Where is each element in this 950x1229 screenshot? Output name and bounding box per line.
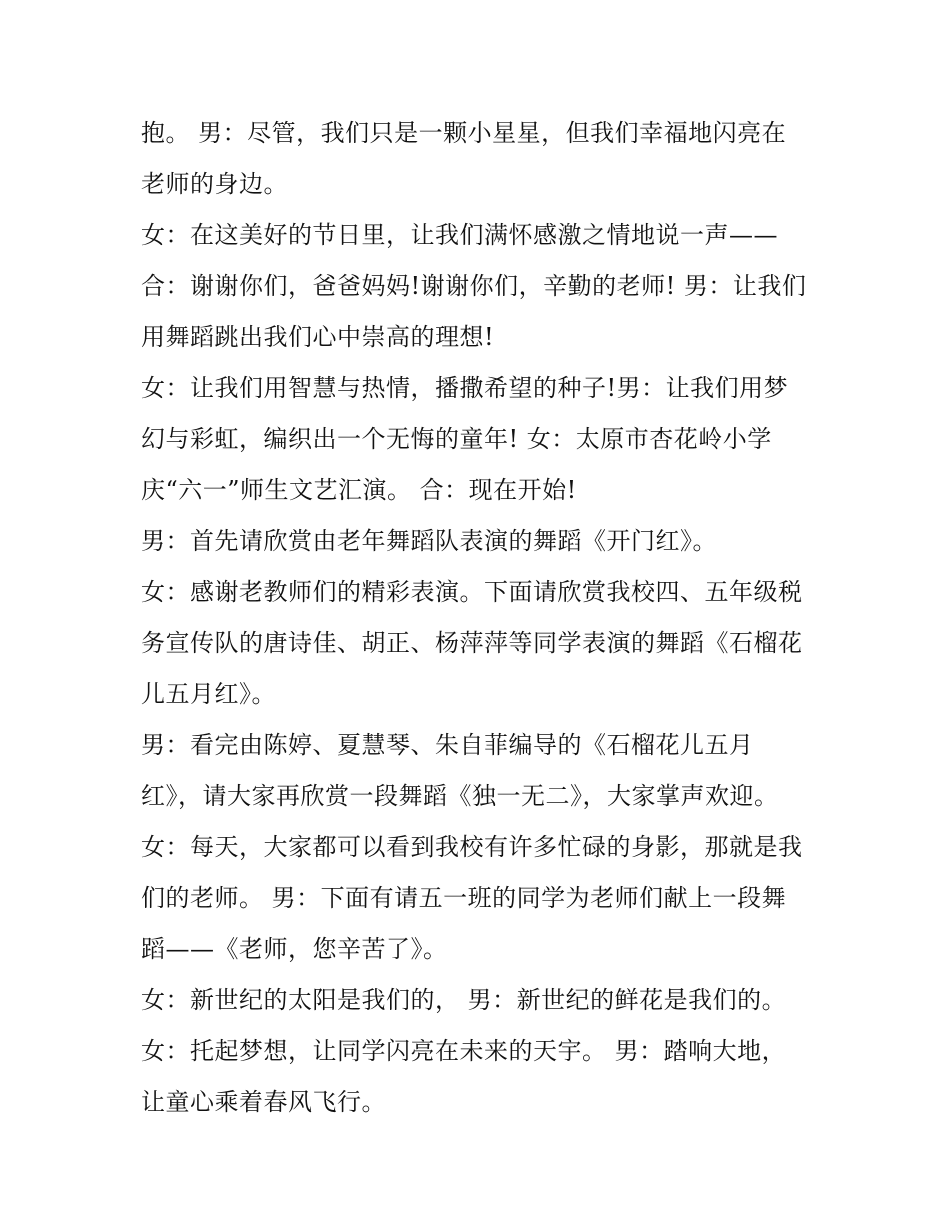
- text-line: 女：新世纪的太阳是我们的， 男：新世纪的鲜花是我们的。: [141, 986, 787, 1014]
- text-line: 女：每天，大家都可以看到我校有许多忙碌的身影，那就是我: [141, 833, 803, 861]
- text-line: 蹈——《老师，您辛苦了》。: [141, 935, 448, 963]
- text-line: 务宣传队的唐诗佳、胡正、杨萍萍等同学表演的舞蹈《石榴花: [141, 629, 803, 657]
- text-line: 儿五月红》。: [141, 680, 276, 708]
- text-line: 女：在这美好的节日里，让我们满怀感激之情地说一声——: [141, 221, 778, 249]
- text-line: 们的老师。 男：下面有请五一班的同学为老师们献上一段舞: [141, 884, 787, 912]
- text-line: 男：首先请欣赏由老年舞蹈队表演的舞蹈《开门红》。: [141, 527, 717, 555]
- text-line: 女：感谢老教师们的精彩表演。下面请欣赏我校四、五年级税: [141, 578, 803, 606]
- text-line: 抱。 男：尽管，我们只是一颗小星星，但我们幸福地闪亮在: [141, 119, 787, 147]
- text-line: 男：看完由陈婷、夏慧琴、朱自菲编导的《石榴花儿五月: [141, 731, 754, 759]
- text-line: 女：让我们用智慧与热情，播撒希望的种子!男：让我们用梦: [141, 374, 789, 402]
- text-line: 红》，请大家再欣赏一段舞蹈《独一无二》，大家掌声欢迎。: [141, 782, 779, 810]
- text-line: 女：托起梦想，让同学闪亮在未来的天宇。 男：踏响大地，: [141, 1037, 787, 1065]
- text-line: 合：谢谢你们，爸爸妈妈!谢谢你们，辛勤的老师! 男：让我们: [141, 272, 807, 300]
- text-line: 老师的身边。: [141, 170, 288, 198]
- text-line: 让童心乘着春风飞行。: [141, 1088, 386, 1116]
- text-line: 庆“六一”师生文艺汇演。 合：现在开始!: [141, 476, 577, 504]
- document-body: [141, 108, 831, 1128]
- text-line: 用舞蹈跳出我们心中崇高的理想!: [141, 323, 495, 351]
- text-line: 幻与彩虹，编织出一个无悔的童年! 女：太原市杏花岭小学: [141, 425, 772, 453]
